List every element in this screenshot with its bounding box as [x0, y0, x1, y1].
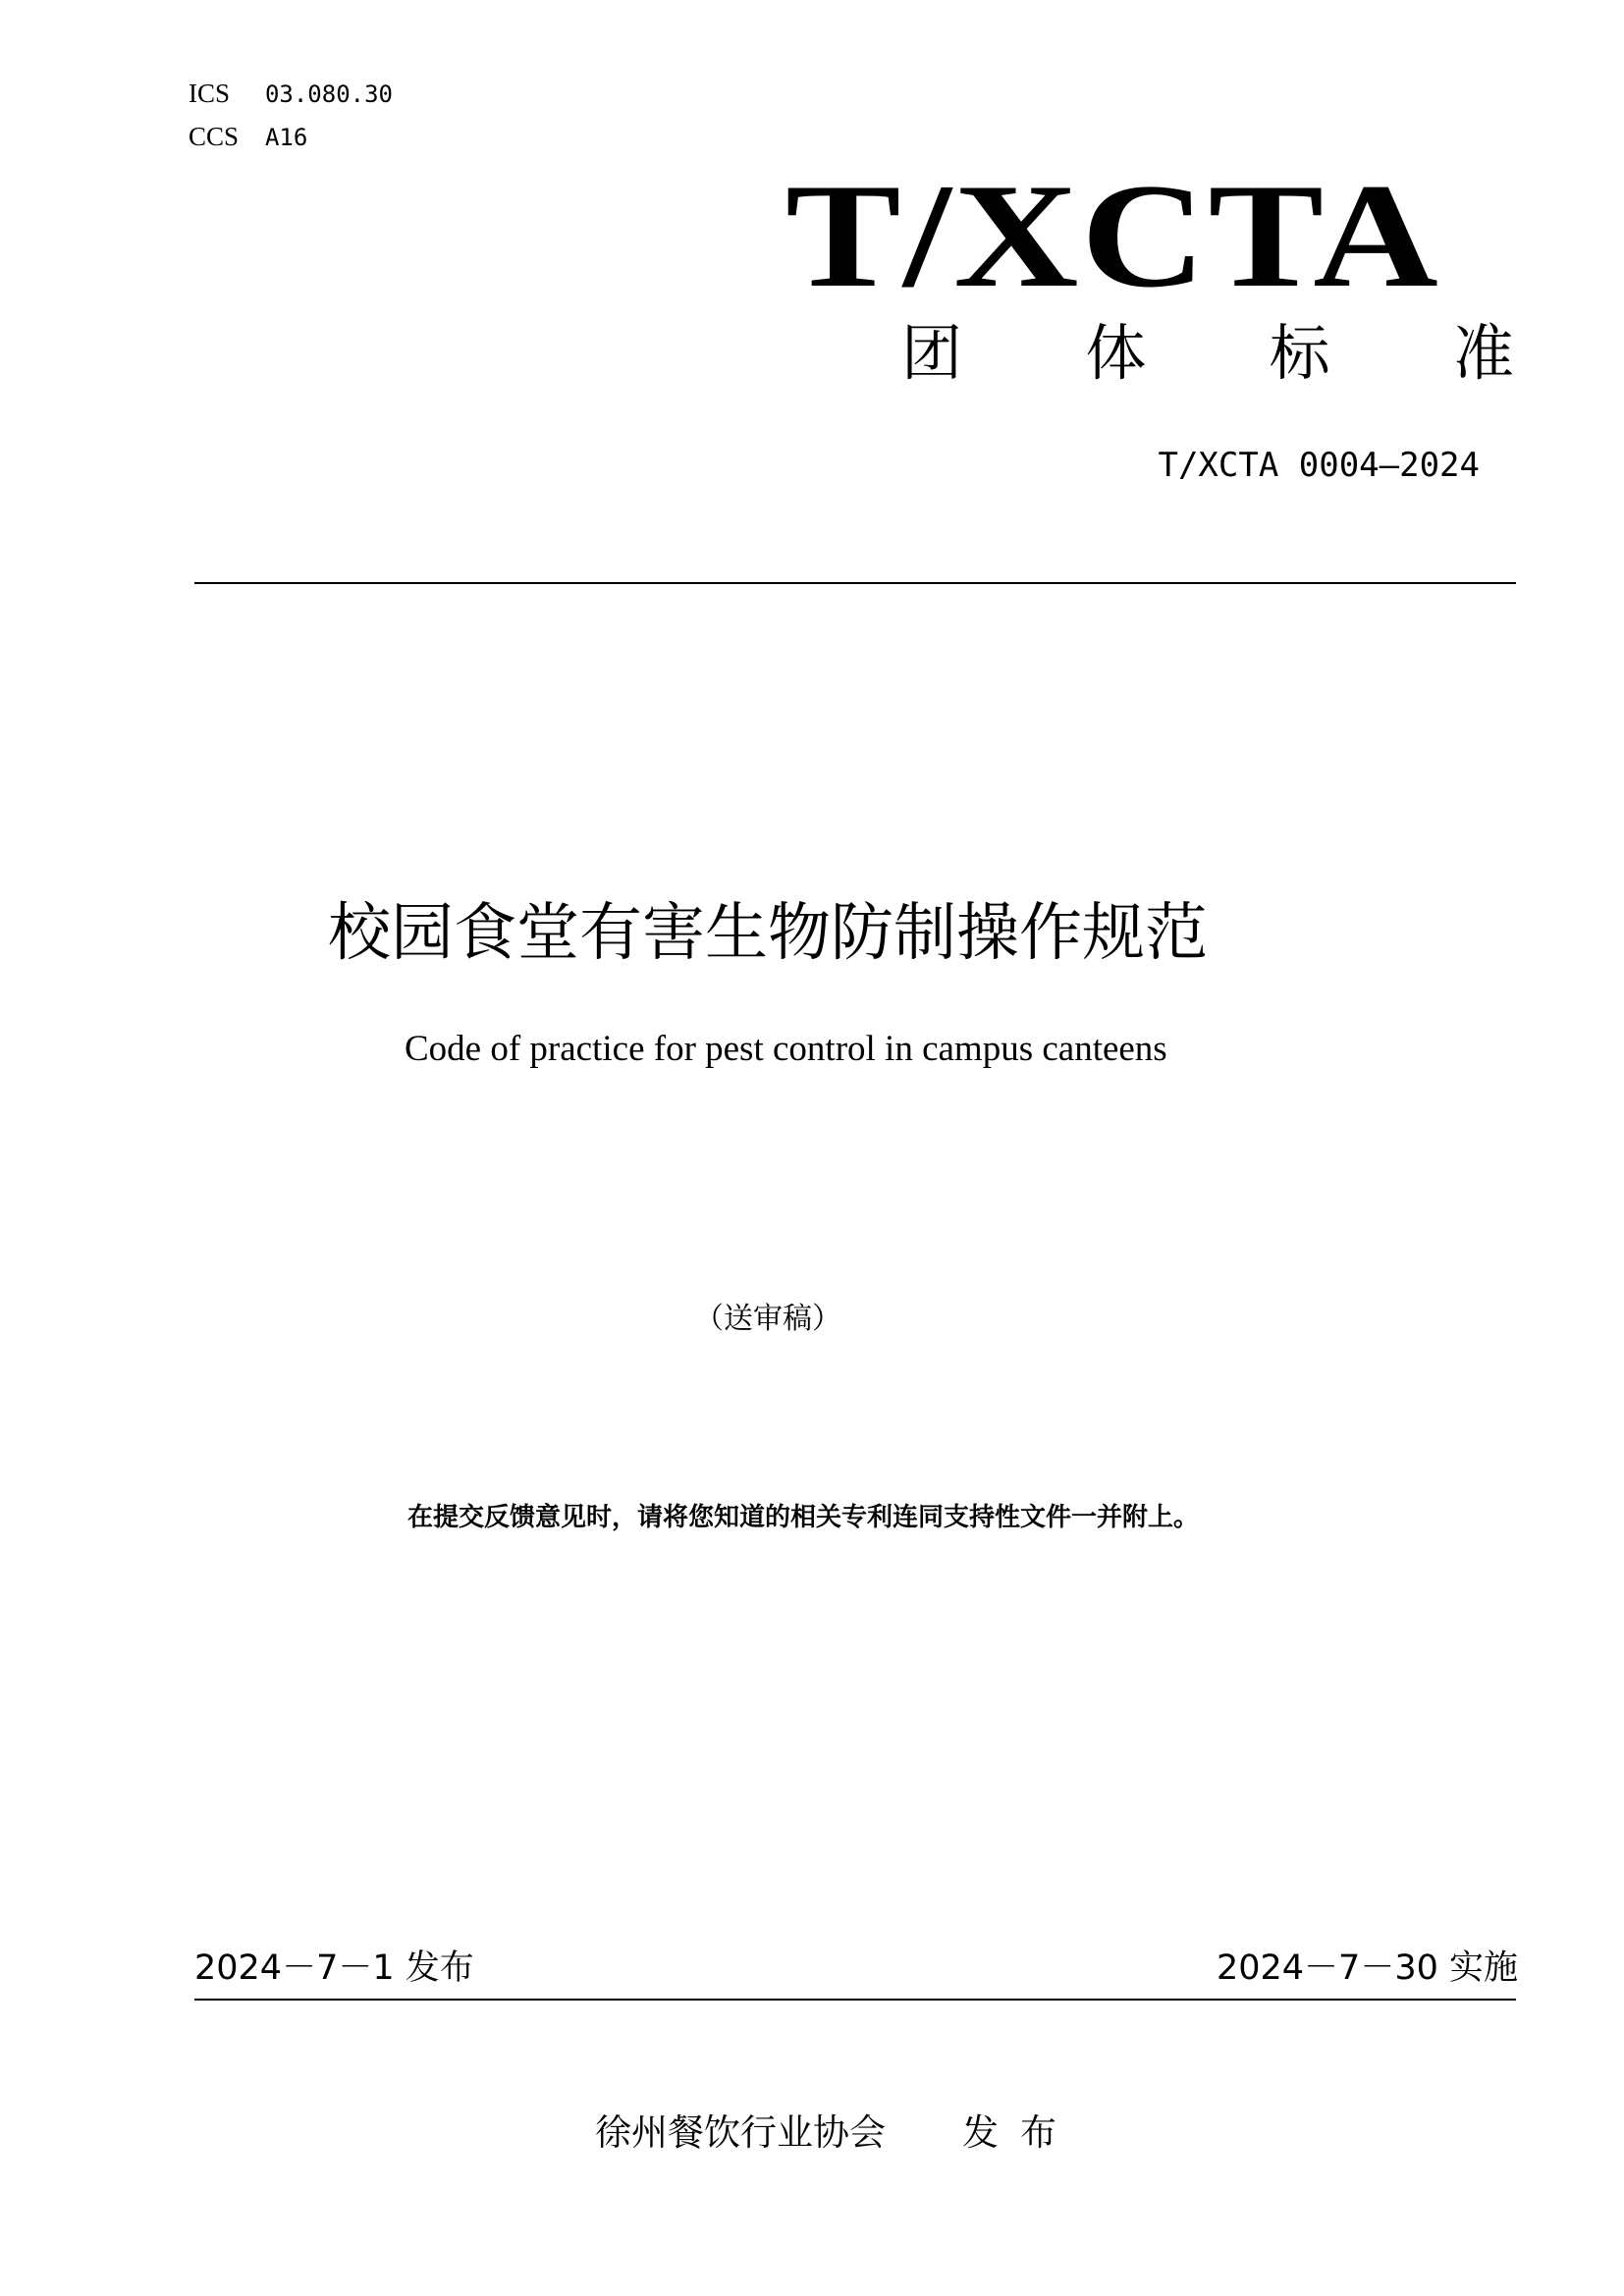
date-divider: [194, 1999, 1516, 2001]
publisher-name: 徐州餐饮行业协会: [595, 2111, 886, 2154]
standard-type-char: 标: [1269, 317, 1330, 389]
ics-label: ICS: [189, 79, 231, 108]
standard-logo: T/XCTA: [785, 153, 1441, 318]
implement-date: 2024－7－30 实施: [1216, 1949, 1518, 1988]
ccs-value: A16: [264, 124, 308, 151]
ics-value: 03.080.30: [264, 80, 393, 108]
draft-status: （送审稿）: [694, 1302, 841, 1336]
ics-code: [189, 79, 393, 109]
patent-notice: 在提交反馈意见时，请将您知道的相关专利连同支持性文件一并附上。: [407, 1503, 1200, 1532]
publisher: [595, 2109, 1078, 2158]
standard-type-char: 团: [901, 317, 963, 389]
publish-date: 2024－7－1 发布: [194, 1949, 474, 1988]
title-chinese: 校园食堂有害生物防制操作规范: [328, 897, 1208, 970]
ccs-code: [189, 122, 307, 152]
standard-type-char: 准: [1452, 317, 1514, 389]
standard-type: [901, 314, 1514, 393]
header-divider: [194, 582, 1516, 584]
publisher-action: 发布: [962, 2111, 1078, 2154]
standard-number: T/XCTA 0004—2024: [1158, 446, 1480, 485]
ccs-label: CCS: [189, 122, 240, 151]
title-english: Code of practice for pest control in campus canteens: [405, 1029, 1167, 1069]
standard-type-char: 体: [1085, 317, 1147, 389]
